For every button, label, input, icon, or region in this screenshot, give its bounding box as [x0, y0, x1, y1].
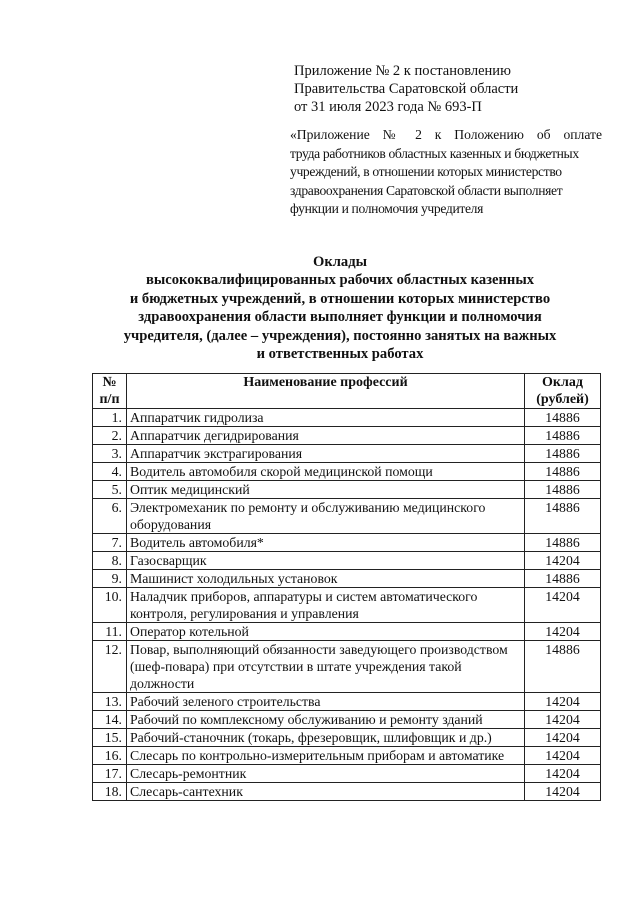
profession-name: Повар, выполняющий обязанности заведующего производством (шеф-повара) при отсутствии в штате учреждения такой должности: [127, 641, 525, 693]
table-row: [93, 711, 601, 729]
table-row: [93, 783, 601, 801]
salary-value: 14204: [525, 729, 601, 747]
column-header-number-line: п/п: [99, 392, 120, 407]
row-number: 14.: [93, 711, 127, 729]
title-line: Оклады: [312, 254, 368, 270]
column-header-salary: [525, 374, 601, 409]
salary-value: 14204: [525, 765, 601, 783]
annex-header: [294, 62, 604, 116]
row-number: 2.: [93, 427, 127, 445]
column-header-salary-line: Оклад: [542, 375, 583, 390]
salary-value: 14204: [525, 711, 601, 729]
profession-name: Аппаратчик экстрагирования: [127, 445, 525, 463]
sub-annex-line: учреждений, в отношении которых министерство: [290, 164, 562, 180]
column-header-number-line: №: [102, 375, 117, 390]
title-line: и бюджетных учреждений, в отношении которых министерство: [129, 290, 551, 307]
table-row: [93, 499, 601, 534]
salary-value: 14886: [525, 409, 601, 427]
column-header-number: [93, 374, 127, 409]
annex-line: Приложение № 2 к постановлению: [294, 63, 511, 79]
row-number: 15.: [93, 729, 127, 747]
table-row: [93, 747, 601, 765]
salary-value: 14886: [525, 427, 601, 445]
table-row: [93, 570, 601, 588]
salary-value: 14204: [525, 693, 601, 711]
row-number: 7.: [93, 534, 127, 552]
profession-name: Слесарь по контрольно-измерительным приборам и автоматике: [127, 747, 525, 765]
salary-value: 14886: [525, 463, 601, 481]
sub-annex-line: труда работников областных казенных и бюджетных: [290, 145, 579, 161]
table-row: [93, 693, 601, 711]
row-number: 4.: [93, 463, 127, 481]
row-number: 9.: [93, 570, 127, 588]
row-number: 1.: [93, 409, 127, 427]
row-number: 11.: [93, 623, 127, 641]
profession-name: Электромеханик по ремонту и обслуживанию медицинского оборудования: [127, 499, 525, 534]
table-row: [93, 552, 601, 570]
profession-name: Рабочий-станочник (токарь, фрезеровщик, шлифовщик и др.): [127, 729, 525, 747]
table-row: [93, 765, 601, 783]
salary-value: 14886: [525, 570, 601, 588]
profession-name: Аппаратчик гидролиза: [127, 409, 525, 427]
table-row: [93, 409, 601, 427]
table-header-row: [93, 374, 601, 409]
table-row: [93, 588, 601, 623]
row-number: 10.: [93, 588, 127, 623]
profession-name: Слесарь-сантехник: [127, 783, 525, 801]
salary-value: 14204: [525, 552, 601, 570]
table-row: [93, 623, 601, 641]
profession-name: Слесарь-ремонтник: [127, 765, 525, 783]
row-number: 3.: [93, 445, 127, 463]
row-number: 17.: [93, 765, 127, 783]
profession-name: Оператор котельной: [127, 623, 525, 641]
salary-value: 14886: [525, 481, 601, 499]
profession-name: Рабочий зеленого строительства: [127, 693, 525, 711]
profession-name: Аппаратчик дегидрирования: [127, 427, 525, 445]
row-number: 18.: [93, 783, 127, 801]
title-line: здравоохранения области выполняет функции и полномочия: [138, 309, 542, 326]
row-number: 5.: [93, 481, 127, 499]
annex-line: Правительства Саратовской области: [294, 81, 519, 97]
salary-value: 14204: [525, 588, 601, 623]
table-row: [93, 534, 601, 552]
salary-value: 14204: [525, 783, 601, 801]
sub-annex-line: здравоохранения Саратовской области выполняет: [290, 182, 563, 198]
row-number: 13.: [93, 693, 127, 711]
row-number: 6.: [93, 499, 127, 534]
table-row: [93, 427, 601, 445]
row-number: 8.: [93, 552, 127, 570]
sub-annex-line: функции и полномочия учредителя: [290, 201, 483, 217]
table-row: [93, 641, 601, 693]
profession-name: Водитель автомобиля скорой медицинской помощи: [127, 463, 525, 481]
title-line: и ответственных работах: [256, 346, 424, 363]
table-row: [93, 445, 601, 463]
salary-value: 14886: [525, 534, 601, 552]
column-header-salary-line: (рублей): [536, 392, 589, 407]
profession-name: Наладчик приборов, аппаратуры и систем автоматического контроля, регулирования и управления: [127, 588, 525, 623]
sub-annex-header: [290, 126, 602, 219]
salary-table: [92, 373, 601, 801]
profession-name: Рабочий по комплексному обслуживанию и ремонту зданий: [127, 711, 525, 729]
title-line: высококвалифицированных рабочих областных казенных: [145, 272, 535, 289]
profession-name: Оптик медицинский: [127, 481, 525, 499]
table-row: [93, 481, 601, 499]
profession-name: Газосварщик: [127, 552, 525, 570]
profession-name: Водитель автомобиля*: [127, 534, 525, 552]
salary-value: 14886: [525, 445, 601, 463]
table-row: [93, 729, 601, 747]
salary-value: 14886: [525, 641, 601, 693]
row-number: 12.: [93, 641, 127, 693]
row-number: 16.: [93, 747, 127, 765]
salary-value: 14886: [525, 499, 601, 534]
annex-line: от 31 июля 2023 года № 693-П: [294, 99, 482, 115]
profession-name: Машинист холодильных установок: [127, 570, 525, 588]
column-header-profession: Наименование профессий: [127, 374, 525, 409]
sub-annex-line: «Приложение № 2 к Положению об оплате: [290, 127, 602, 142]
table-row: [93, 463, 601, 481]
title-line: учредителя, (далее – учреждения), постоянно занятых на важных: [123, 327, 557, 344]
salary-value: 14204: [525, 623, 601, 641]
document-title: [60, 253, 620, 363]
salary-value: 14204: [525, 747, 601, 765]
